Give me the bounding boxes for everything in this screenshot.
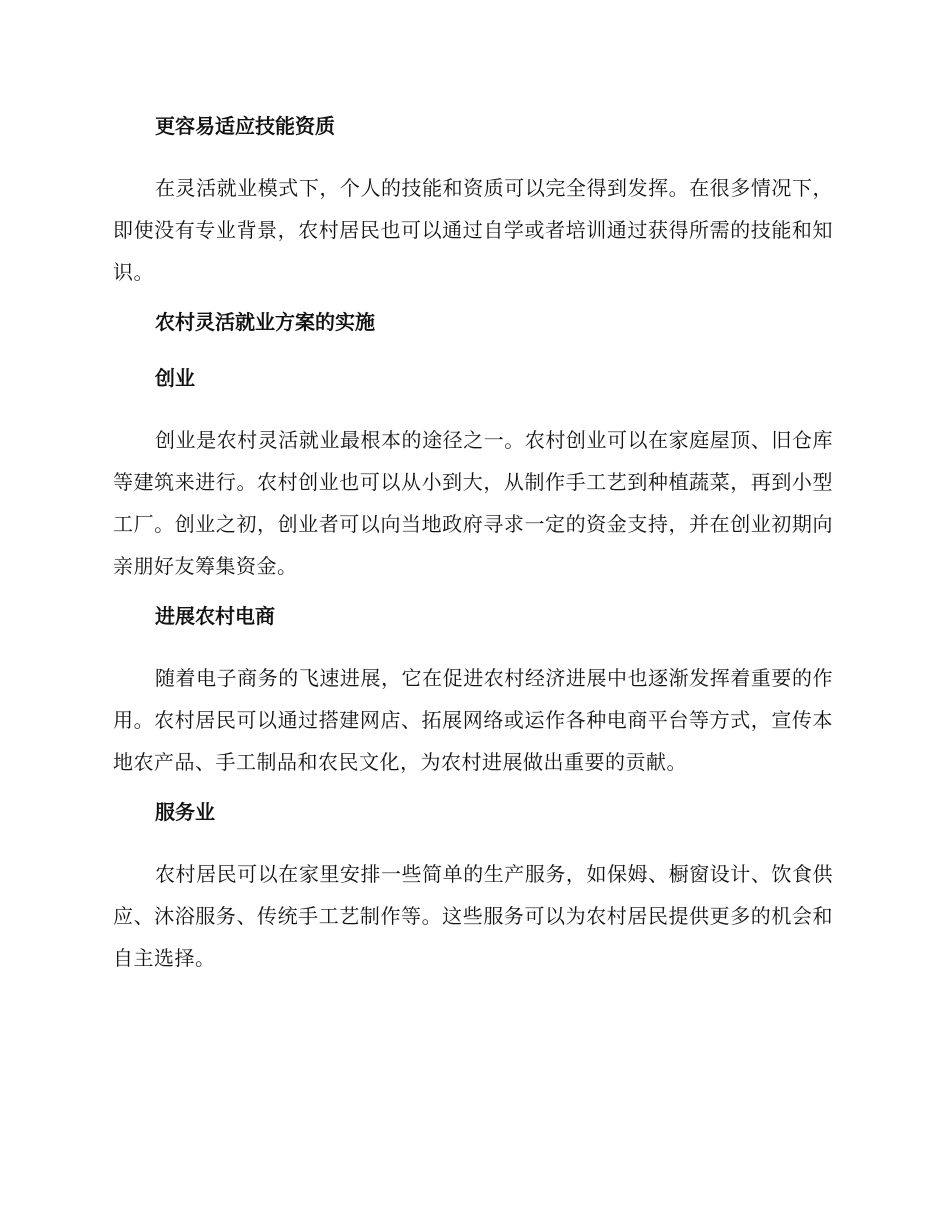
section-heading-entrepreneurship: 创业 bbox=[155, 366, 195, 390]
section-paragraph-skills: 在灵活就业模式下，个人的技能和资质可以完全得到发挥。在很多情况下，即使没有专业背景，农村居民也可以通过自学或者培训通过获得所需的技能和知识。 bbox=[113, 176, 833, 284]
document-body bbox=[113, 111, 833, 991]
section-paragraph-ecommerce: 随着电子商务的飞速进展，它在促进农村经济进展中也逐渐发挥着重要的作用。农村居民可以通过搭建网店、拓展网络或运作各种电商平台等方式，宣传本地农产品、手工制品和农民文化，为农村进展做出重要的贡献。 bbox=[113, 666, 833, 774]
section-heading-services: 服务业 bbox=[155, 800, 215, 824]
section-heading-skills: 更容易适应技能资质 bbox=[155, 114, 335, 138]
section-paragraph-entrepreneurship: 创业是农村灵活就业最根本的途径之一。农村创业可以在家庭屋顶、旧仓库等建筑来进行。农村创业也可以从小到大，从制作手工艺到种植蔬菜，再到小型工厂。创业之初，创业者可以向当地政府寻求一定的资金支持，并在创业初期向亲朋好友筹集资金。 bbox=[113, 428, 833, 578]
section-paragraph-services: 农村居民可以在家里安排一些简单的生产服务，如保姆、橱窗设计、饮食供应、沐浴服务、传统手工艺制作等。这些服务可以为农村居民提供更多的机会和自主选择。 bbox=[113, 862, 833, 970]
section-heading-ecommerce: 进展农村电商 bbox=[155, 604, 275, 628]
section-heading-implementation: 农村灵活就业方案的实施 bbox=[155, 310, 375, 334]
